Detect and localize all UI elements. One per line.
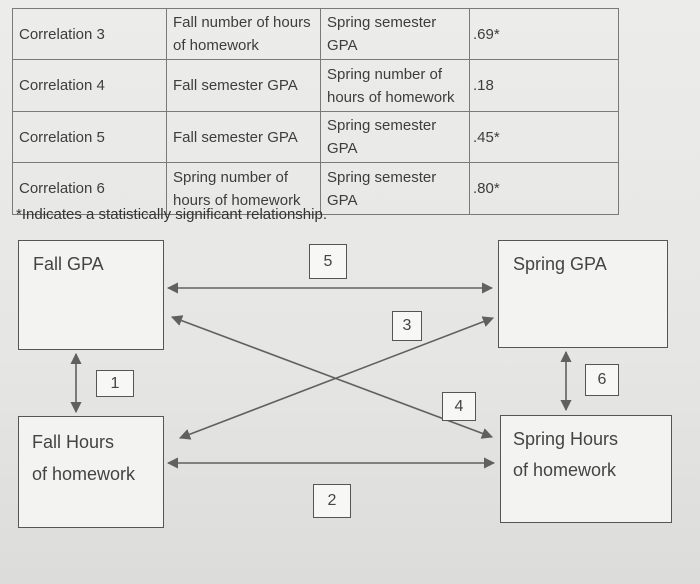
fall-gpa-label: Fall GPA: [33, 254, 104, 274]
corr-var2: Spring semester GPA: [321, 112, 470, 163]
label-box-5: 5: [309, 244, 347, 279]
spring-gpa-label: Spring GPA: [513, 254, 607, 274]
corr-name: Correlation 3: [13, 9, 167, 60]
label-box-4: 4: [442, 392, 476, 421]
label-box-2: 2: [313, 484, 351, 518]
corr-r: .80*: [470, 163, 619, 215]
corr-name: Correlation 4: [13, 60, 167, 112]
label-box-3: 3: [392, 311, 422, 341]
corr-var2: Spring semester GPA: [321, 9, 470, 60]
corr-var2: Spring semester GPA: [321, 163, 470, 215]
corr-var2: Spring number of hours of homework: [321, 60, 470, 112]
corr-var1: Spring number of hours of homework: [167, 163, 321, 215]
corr-var1: Fall number of hours of homework: [167, 9, 321, 60]
corr-r: .69*: [470, 9, 619, 60]
fall-hours-label-1: Fall Hours: [32, 432, 115, 452]
significance-note: *Indicates a statistically significant relationship.: [16, 206, 327, 223]
corr-r: .18: [470, 60, 619, 112]
corr-name: Correlation 5: [13, 112, 167, 163]
spring-hours-label-2: of homework: [513, 460, 617, 480]
corr-r: .45*: [470, 112, 619, 163]
corr-var1: Fall semester GPA: [167, 112, 321, 163]
label-box-6: 6: [585, 364, 619, 396]
spring-hours-label-1: Spring Hours: [513, 429, 619, 449]
label-box-1: 1: [96, 370, 134, 397]
corr-name: Correlation 6: [13, 163, 167, 215]
corr-var1: Fall semester GPA: [167, 60, 321, 112]
fall-hours-label-2: of homework: [32, 464, 136, 484]
